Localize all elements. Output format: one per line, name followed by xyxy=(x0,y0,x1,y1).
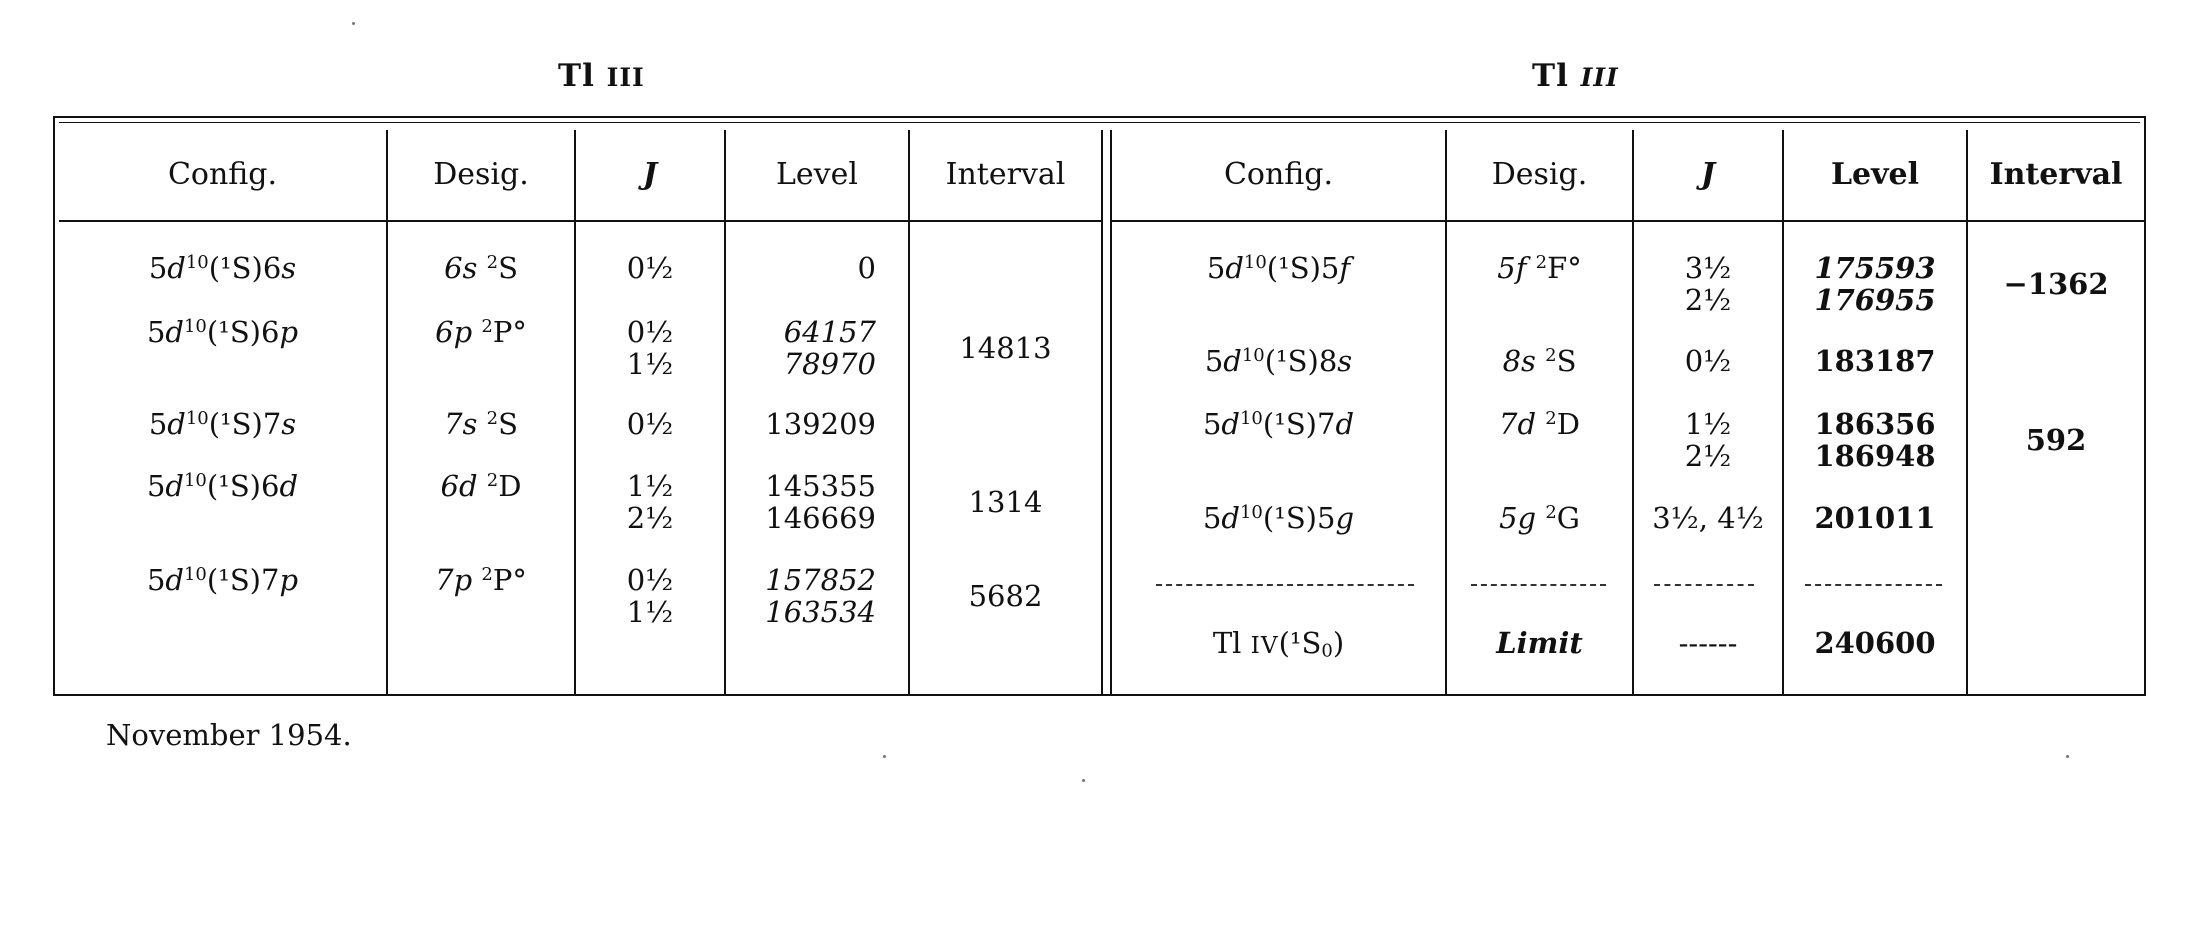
config-parent-term: (¹S) xyxy=(1264,344,1319,378)
config-n: 7 xyxy=(1317,407,1336,441)
config-n: 6 xyxy=(261,315,280,349)
config-shell-occupancy: 10 xyxy=(184,470,207,492)
config-shell-occupancy: 10 xyxy=(184,316,207,338)
limit-config-ion: IV xyxy=(1250,632,1279,659)
title-element: Tl xyxy=(1532,58,1569,94)
header-config: Config. xyxy=(167,157,278,192)
config-prefix: 5 xyxy=(146,563,166,597)
config-parent-term: (¹S) xyxy=(208,407,263,441)
footnote-date: November 1954. xyxy=(106,718,352,752)
config-shell: d xyxy=(1221,407,1240,441)
desig-orbital: 8s xyxy=(1502,344,1536,378)
level-value: 157852 xyxy=(765,563,876,597)
interval-value: 1314 xyxy=(968,485,1043,519)
j-value: 0½ xyxy=(626,563,674,597)
level-cell xyxy=(1784,502,1966,534)
config-parent-term: (¹S) xyxy=(208,251,263,285)
desig-term: D xyxy=(1556,407,1580,441)
config-shell-occupancy: 10 xyxy=(184,564,207,586)
interval-value: −1362 xyxy=(2003,267,2109,301)
level-value: 163534 xyxy=(765,595,876,629)
desig-multiplicity: 2 xyxy=(1545,345,1557,367)
config-shell-occupancy: 10 xyxy=(1240,502,1263,524)
j-value: 1½ xyxy=(626,595,674,629)
config-orbital: d xyxy=(279,469,299,503)
config-prefix: 5 xyxy=(1202,407,1222,441)
config-parent-term: (¹S) xyxy=(1266,251,1321,285)
config-shell: d xyxy=(1221,501,1240,535)
title-ion: III xyxy=(606,63,645,92)
print-speck xyxy=(2066,755,2069,758)
j-value: 3½, 4½ xyxy=(1652,501,1764,535)
config-shell: d xyxy=(165,315,184,349)
desig-multiplicity: 2 xyxy=(481,316,493,338)
designation-cell xyxy=(1447,502,1632,534)
level-cell xyxy=(726,252,876,284)
desig-orbital: 5g xyxy=(1499,501,1537,535)
j-value: 1½ xyxy=(1684,407,1732,441)
desig-multiplicity: 2 xyxy=(1545,502,1557,524)
desig-orbital: 6s xyxy=(444,251,478,285)
j-value: 0½ xyxy=(626,407,674,441)
header-config: Config. xyxy=(1223,157,1334,192)
level-cell xyxy=(1784,408,1966,472)
config-orbital: p xyxy=(279,315,299,349)
header-desig: Desig. xyxy=(1491,157,1588,192)
config-cell xyxy=(59,470,386,502)
level-cell xyxy=(726,408,876,440)
column-divider xyxy=(1966,130,1968,696)
print-speck xyxy=(352,22,355,25)
header-interval: Interval xyxy=(945,157,1066,192)
config-prefix: 5 xyxy=(148,251,168,285)
table-title-left xyxy=(558,58,645,94)
level-value: 146669 xyxy=(765,501,876,535)
j-value: 2½ xyxy=(1684,283,1732,317)
header-interval: Interval xyxy=(1989,157,2123,192)
level-value: 139209 xyxy=(765,407,876,441)
title-ion: III xyxy=(1580,63,1619,92)
j-cell xyxy=(1634,408,1782,472)
j-value: 1½ xyxy=(626,347,674,381)
separator-dash xyxy=(1654,584,1754,586)
limit-level: 240600 xyxy=(1814,626,1936,660)
j-value: 0½ xyxy=(626,251,674,285)
designation-cell xyxy=(1447,345,1632,377)
config-n: 6 xyxy=(262,251,282,285)
j-value: 0½ xyxy=(1684,344,1732,378)
header-rule-left xyxy=(59,220,1101,222)
config-cell xyxy=(1112,345,1445,377)
level-value: 64157 xyxy=(783,315,876,349)
level-value: 186948 xyxy=(1814,439,1936,473)
j-value: 2½ xyxy=(1684,439,1732,473)
config-parent-term: (¹S) xyxy=(1262,407,1317,441)
config-cell xyxy=(1112,408,1445,440)
desig-term: P° xyxy=(492,315,527,349)
print-speck xyxy=(883,755,886,758)
desig-term: G xyxy=(1556,501,1580,535)
j-cell xyxy=(576,316,724,380)
separator-dash xyxy=(1156,584,1414,586)
desig-multiplicity: 2 xyxy=(486,408,499,430)
designation-cell xyxy=(388,470,574,502)
config-parent-term: (¹S) xyxy=(206,315,261,349)
config-cell xyxy=(59,564,386,596)
desig-term: F° xyxy=(1547,251,1582,285)
config-n: 6 xyxy=(261,469,280,503)
config-prefix: 5 xyxy=(146,315,166,349)
j-cell xyxy=(1634,345,1782,377)
config-shell: d xyxy=(167,251,186,285)
interval-value: 14813 xyxy=(959,331,1052,365)
config-shell-occupancy: 10 xyxy=(1241,345,1265,367)
config-cell xyxy=(59,252,386,284)
desig-orbital: 6d xyxy=(440,469,478,503)
config-n: 7 xyxy=(262,407,282,441)
desig-orbital: 7s xyxy=(444,407,478,441)
config-orbital: s xyxy=(281,407,297,441)
designation-cell xyxy=(1447,408,1632,440)
title-element: Tl xyxy=(558,58,595,94)
config-orbital: g xyxy=(1335,501,1355,535)
interval-value: 592 xyxy=(2025,423,2087,457)
desig-orbital: 7p xyxy=(435,563,473,597)
config-n: 8 xyxy=(1318,344,1338,378)
level-cell xyxy=(726,564,876,628)
config-prefix: 5 xyxy=(1204,344,1224,378)
config-prefix: 5 xyxy=(1206,251,1226,285)
header-j: J xyxy=(1700,157,1716,192)
desig-multiplicity: 2 xyxy=(1545,408,1557,430)
config-cell xyxy=(1112,502,1445,534)
config-cell xyxy=(59,316,386,348)
config-parent-term: (¹S) xyxy=(206,563,261,597)
config-shell: d xyxy=(165,563,184,597)
config-parent-term: (¹S) xyxy=(206,469,261,503)
config-shell: d xyxy=(1225,251,1244,285)
limit-config-term: (¹S xyxy=(1278,626,1322,660)
level-value: 176955 xyxy=(1814,283,1936,317)
limit-config-element: Tl xyxy=(1212,626,1242,660)
level-value: 145355 xyxy=(765,469,876,503)
level-value: 175593 xyxy=(1814,251,1936,285)
desig-term: S xyxy=(498,251,518,285)
config-shell-occupancy: 10 xyxy=(185,408,209,430)
config-parent-term: (¹S) xyxy=(1262,501,1317,535)
config-prefix: 5 xyxy=(1202,501,1222,535)
config-orbital: p xyxy=(279,563,299,597)
config-shell-occupancy: 10 xyxy=(1243,252,1267,274)
header-rule-right xyxy=(1112,220,2144,222)
config-shell: d xyxy=(165,469,184,503)
level-cell xyxy=(1784,252,1966,316)
j-cell xyxy=(576,470,724,534)
j-cell xyxy=(576,252,724,284)
desig-orbital: 6p xyxy=(435,315,473,349)
config-orbital: s xyxy=(281,251,297,285)
limit-config-sub: 0 xyxy=(1321,640,1333,662)
level-cell xyxy=(1784,345,1966,377)
desig-multiplicity: 2 xyxy=(486,470,499,492)
level-value: 183187 xyxy=(1814,344,1936,378)
config-orbital: s xyxy=(1337,344,1353,378)
interval-value: 5682 xyxy=(968,579,1043,613)
level-value: 186356 xyxy=(1814,407,1936,441)
j-cell xyxy=(1634,252,1782,316)
j-value: 0½ xyxy=(626,315,674,349)
designation-cell xyxy=(1447,252,1632,284)
config-prefix: 5 xyxy=(148,407,168,441)
level-value: 78970 xyxy=(783,347,876,381)
config-prefix: 5 xyxy=(146,469,166,503)
limit-j: ------ xyxy=(1678,626,1738,660)
config-shell-occupancy: 10 xyxy=(1240,408,1263,430)
section-divider xyxy=(1101,130,1103,696)
config-n: 5 xyxy=(1317,501,1336,535)
desig-orbital: 5f xyxy=(1497,251,1527,285)
separator-dash xyxy=(1805,584,1942,586)
level-cell xyxy=(726,316,876,380)
header-level: Level xyxy=(776,157,858,192)
config-cell xyxy=(59,408,386,440)
print-speck xyxy=(1082,779,1085,782)
separator-dash xyxy=(1471,584,1606,586)
desig-multiplicity: 2 xyxy=(481,564,493,586)
limit-config xyxy=(1112,627,1445,662)
desig-multiplicity: 2 xyxy=(1535,252,1548,274)
level-value: 0 xyxy=(857,251,876,285)
config-shell: d xyxy=(1223,344,1242,378)
header-desig: Desig. xyxy=(433,157,529,192)
level-cell xyxy=(726,470,876,534)
header-j: J xyxy=(642,157,658,192)
config-orbital: d xyxy=(1335,407,1355,441)
designation-cell xyxy=(388,564,574,596)
level-value: 201011 xyxy=(1814,501,1936,535)
desig-term: S xyxy=(498,407,518,441)
desig-multiplicity: 2 xyxy=(486,252,499,274)
designation-cell xyxy=(388,408,574,440)
j-value: 3½ xyxy=(1684,251,1732,285)
desig-term: S xyxy=(1556,344,1577,378)
designation-cell xyxy=(388,252,574,284)
designation-cell xyxy=(388,316,574,348)
config-shell-occupancy: 10 xyxy=(185,252,209,274)
j-cell xyxy=(1634,502,1782,534)
config-orbital: f xyxy=(1339,251,1351,285)
j-value: 2½ xyxy=(626,501,674,535)
table-title-right xyxy=(1532,58,1619,94)
config-cell xyxy=(1112,252,1445,284)
desig-term: P° xyxy=(492,563,527,597)
config-n: 5 xyxy=(1320,251,1340,285)
desig-term: D xyxy=(498,469,522,503)
limit-config-close: ) xyxy=(1332,626,1345,660)
limit-desig: Limit xyxy=(1496,626,1583,660)
config-shell: d xyxy=(167,407,186,441)
desig-orbital: 7d xyxy=(1499,407,1537,441)
j-cell xyxy=(576,564,724,628)
j-cell xyxy=(576,408,724,440)
config-n: 7 xyxy=(261,563,280,597)
j-value: 1½ xyxy=(626,469,674,503)
header-level: Level xyxy=(1830,157,1920,192)
